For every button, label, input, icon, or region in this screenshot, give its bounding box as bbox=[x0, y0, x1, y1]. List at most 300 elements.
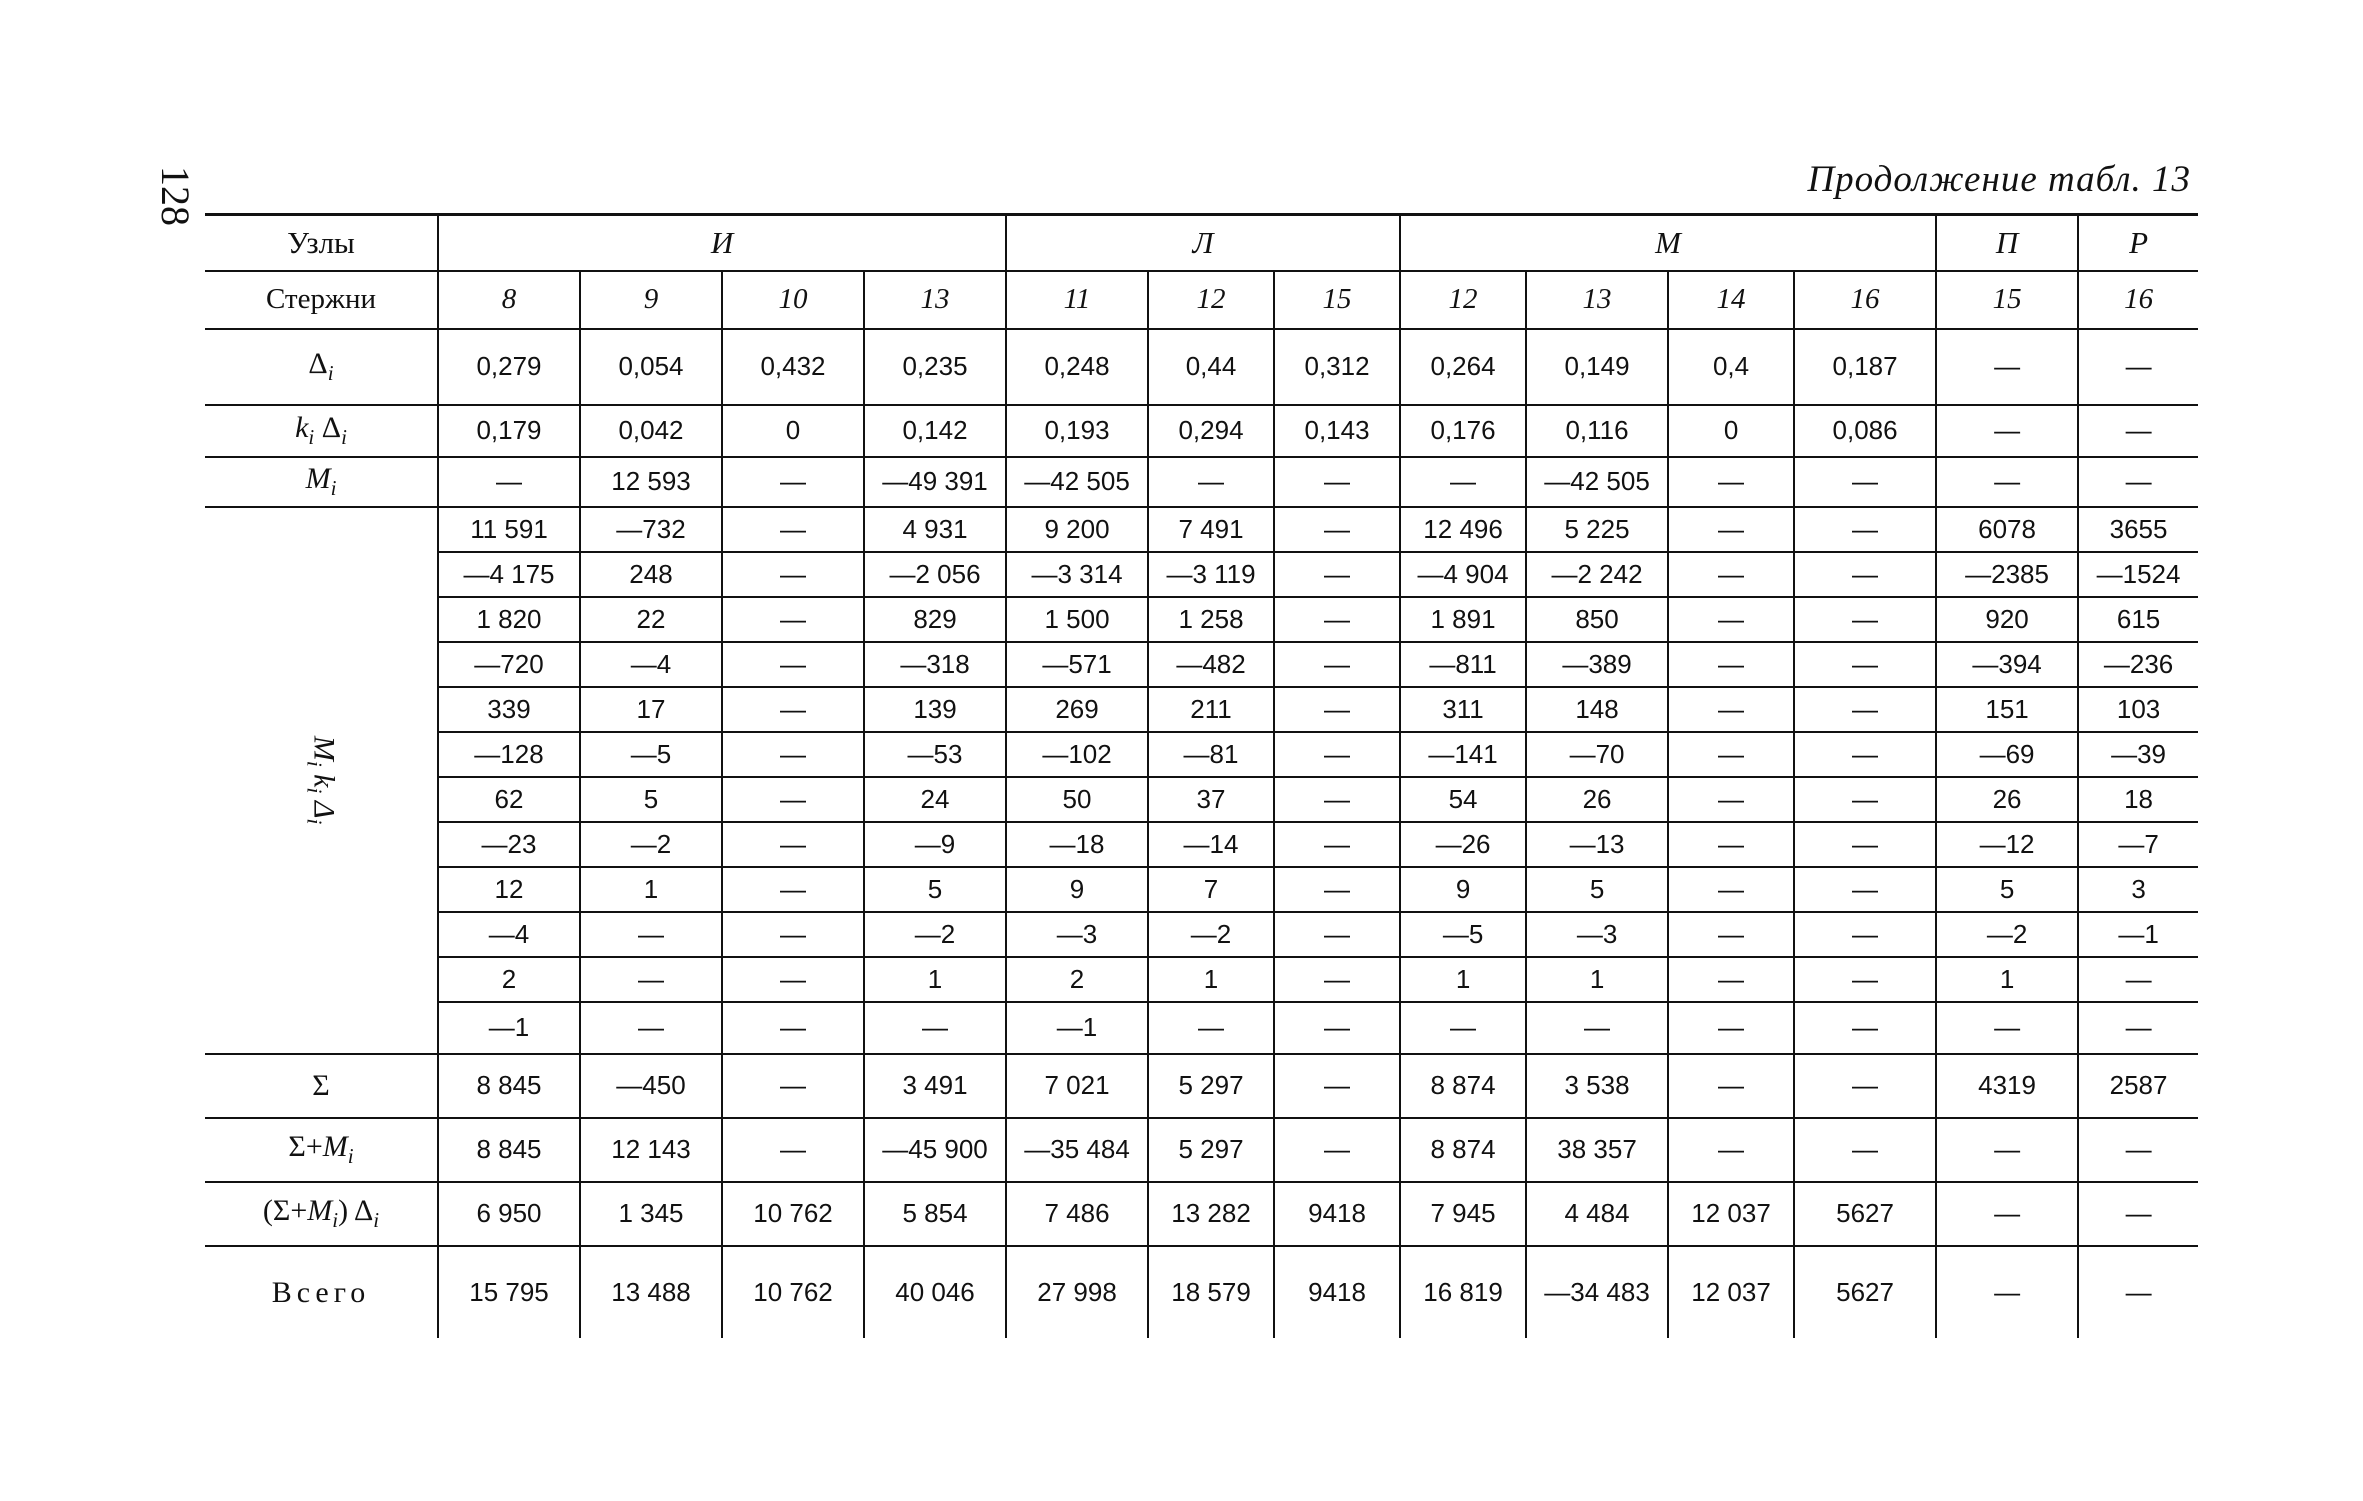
table-cell: 0,432 bbox=[722, 329, 864, 405]
group-header-i: И bbox=[438, 215, 1006, 271]
table-cell: — bbox=[2078, 1182, 2198, 1246]
header-row-groups bbox=[205, 215, 2198, 271]
table-cell: 5627 bbox=[1794, 1246, 1936, 1338]
column-header: 16 bbox=[1794, 271, 1936, 329]
table-cell: — bbox=[722, 1118, 864, 1182]
table-cell: 0,042 bbox=[580, 405, 722, 457]
group-header-m: М bbox=[1400, 215, 1936, 271]
table-cell: — bbox=[722, 777, 864, 822]
table-cell: — bbox=[1274, 597, 1400, 642]
table-cell: —53 bbox=[864, 732, 1006, 777]
table-cell: —3 bbox=[1006, 912, 1148, 957]
group-header-p: П bbox=[1936, 215, 2078, 271]
table-cell: —9 bbox=[864, 822, 1006, 867]
table-cell: — bbox=[1274, 457, 1400, 507]
table-cell: 9418 bbox=[1274, 1246, 1400, 1338]
table-cell: 5 297 bbox=[1148, 1054, 1274, 1118]
table-cell: — bbox=[1400, 457, 1526, 507]
table-row bbox=[205, 507, 2198, 552]
table-row bbox=[205, 867, 2198, 912]
table-cell: — bbox=[1794, 457, 1936, 507]
table-cell: —2 bbox=[864, 912, 1006, 957]
mki-label bbox=[205, 507, 438, 1054]
table-cell: 54 bbox=[1400, 777, 1526, 822]
table-cell: 13 282 bbox=[1148, 1182, 1274, 1246]
row-label: $\Sigma+M_i$ bbox=[205, 1118, 438, 1182]
table-row bbox=[205, 1002, 2198, 1054]
table-cell: 4 931 bbox=[864, 507, 1006, 552]
table-cell: 37 bbox=[1148, 777, 1274, 822]
table-cell: 139 bbox=[864, 687, 1006, 732]
table-row bbox=[205, 1054, 2198, 1118]
table-cell: 5 bbox=[864, 867, 1006, 912]
table-row bbox=[205, 329, 2198, 405]
header-row-columns bbox=[205, 271, 2198, 329]
table-cell: 7 486 bbox=[1006, 1182, 1148, 1246]
table-cell: 0,149 bbox=[1526, 329, 1668, 405]
table-cell: 40 046 bbox=[864, 1246, 1006, 1338]
table-cell: — bbox=[722, 957, 864, 1002]
table-cell: — bbox=[1274, 777, 1400, 822]
table-cell: 0,054 bbox=[580, 329, 722, 405]
table-cell: —236 bbox=[2078, 642, 2198, 687]
table-cell: —394 bbox=[1936, 642, 2078, 687]
table-cell: 248 bbox=[580, 552, 722, 597]
table-cell: 13 488 bbox=[580, 1246, 722, 1338]
table-cell: — bbox=[722, 1054, 864, 1118]
table-row bbox=[205, 912, 2198, 957]
table-cell: — bbox=[580, 957, 722, 1002]
table-cell: 2 bbox=[438, 957, 580, 1002]
table-cell: 850 bbox=[1526, 597, 1668, 642]
table-cell: 22 bbox=[580, 597, 722, 642]
table-cell: 7 bbox=[1148, 867, 1274, 912]
table-cell: — bbox=[2078, 1002, 2198, 1054]
table-cell: — bbox=[864, 1002, 1006, 1054]
row-label: $k_i$ $\Delta_i$ bbox=[205, 405, 438, 457]
table-cell: —450 bbox=[580, 1054, 722, 1118]
table-cell: — bbox=[722, 457, 864, 507]
table-cell: 6078 bbox=[1936, 507, 2078, 552]
table-cell: — bbox=[1794, 642, 1936, 687]
table-cell: 615 bbox=[2078, 597, 2198, 642]
table-cell: —389 bbox=[1526, 642, 1668, 687]
table-cell: —39 bbox=[2078, 732, 2198, 777]
mki-label-text: $M_i$ $k_i$ $\Delta_i$ bbox=[302, 735, 341, 825]
table-cell: 1 bbox=[580, 867, 722, 912]
table-cell: — bbox=[1794, 732, 1936, 777]
table-cell: — bbox=[1274, 912, 1400, 957]
table-cell: — bbox=[1668, 1002, 1794, 1054]
table-cell: 4319 bbox=[1936, 1054, 2078, 1118]
table-cell: — bbox=[1668, 912, 1794, 957]
table-cell: —2 bbox=[580, 822, 722, 867]
table-cell: 0,116 bbox=[1526, 405, 1668, 457]
table-cell: —70 bbox=[1526, 732, 1668, 777]
uzly-label: Узлы bbox=[205, 215, 438, 271]
row-label: $\Delta_i$ bbox=[205, 329, 438, 405]
table-cell: 1 bbox=[1526, 957, 1668, 1002]
table-cell: — bbox=[2078, 405, 2198, 457]
table-cell: — bbox=[1794, 687, 1936, 732]
table-cell: —571 bbox=[1006, 642, 1148, 687]
table-cell: 3 491 bbox=[864, 1054, 1006, 1118]
table-cell: — bbox=[1794, 957, 1936, 1002]
table-cell: — bbox=[1400, 1002, 1526, 1054]
table-cell: 10 762 bbox=[722, 1246, 864, 1338]
table-cell: 0,294 bbox=[1148, 405, 1274, 457]
table-row bbox=[205, 1246, 2198, 1338]
table-cell: —141 bbox=[1400, 732, 1526, 777]
table-cell: 24 bbox=[864, 777, 1006, 822]
table-cell: —5 bbox=[1400, 912, 1526, 957]
table-cell: 211 bbox=[1148, 687, 1274, 732]
table-cell: —7 bbox=[2078, 822, 2198, 867]
table-cell: 3655 bbox=[2078, 507, 2198, 552]
table-cell: 5627 bbox=[1794, 1182, 1936, 1246]
table-cell: 27 998 bbox=[1006, 1246, 1148, 1338]
table-caption: Продолжение табл. 13 bbox=[1807, 159, 2191, 200]
table-row bbox=[205, 457, 2198, 507]
table-cell: 0,179 bbox=[438, 405, 580, 457]
table-cell: —12 bbox=[1936, 822, 2078, 867]
table-cell: 18 579 bbox=[1148, 1246, 1274, 1338]
table-row bbox=[205, 687, 2198, 732]
table-cell: — bbox=[1274, 552, 1400, 597]
table-cell: 12 037 bbox=[1668, 1246, 1794, 1338]
table-cell: 1 bbox=[1148, 957, 1274, 1002]
table-cell: — bbox=[1794, 597, 1936, 642]
table-row bbox=[205, 642, 2198, 687]
table-cell: 0,086 bbox=[1794, 405, 1936, 457]
table-cell: 8 874 bbox=[1400, 1118, 1526, 1182]
table-cell: —5 bbox=[580, 732, 722, 777]
table-cell: 3 538 bbox=[1526, 1054, 1668, 1118]
table-cell: 5 854 bbox=[864, 1182, 1006, 1246]
table-cell: — bbox=[1936, 1182, 2078, 1246]
column-header: 8 bbox=[438, 271, 580, 329]
table-cell: 1 345 bbox=[580, 1182, 722, 1246]
table-cell: 9 200 bbox=[1006, 507, 1148, 552]
table-cell: —2385 bbox=[1936, 552, 2078, 597]
table-cell: —2 bbox=[1936, 912, 2078, 957]
table-cell: — bbox=[1936, 1002, 2078, 1054]
page-number: 128 bbox=[153, 166, 198, 226]
table-cell: — bbox=[1274, 1118, 1400, 1182]
table-row bbox=[205, 732, 2198, 777]
table-cell: — bbox=[722, 507, 864, 552]
table-cell: —2 bbox=[1148, 912, 1274, 957]
table-cell: — bbox=[1936, 405, 2078, 457]
table-cell: 2587 bbox=[2078, 1054, 2198, 1118]
table-cell: — bbox=[2078, 329, 2198, 405]
table-cell: — bbox=[1668, 687, 1794, 732]
table-row bbox=[205, 777, 2198, 822]
table-cell: — bbox=[1794, 867, 1936, 912]
table-cell: 0,187 bbox=[1794, 329, 1936, 405]
column-header: 12 bbox=[1400, 271, 1526, 329]
table-cell: —1 bbox=[1006, 1002, 1148, 1054]
table-cell: — bbox=[1936, 1118, 2078, 1182]
table-cell: — bbox=[1794, 1118, 1936, 1182]
table-cell: — bbox=[722, 732, 864, 777]
table-cell: — bbox=[2078, 957, 2198, 1002]
table-cell: —42 505 bbox=[1526, 457, 1668, 507]
table-cell: 0,193 bbox=[1006, 405, 1148, 457]
table-cell: 269 bbox=[1006, 687, 1148, 732]
table-cell: —482 bbox=[1148, 642, 1274, 687]
table-cell: 148 bbox=[1526, 687, 1668, 732]
table-cell: — bbox=[1936, 329, 2078, 405]
row-label: $M_i$ bbox=[205, 457, 438, 507]
table-cell: 7 491 bbox=[1148, 507, 1274, 552]
table-cell: — bbox=[1794, 777, 1936, 822]
table-cell: — bbox=[1936, 1246, 2078, 1338]
table-cell: —26 bbox=[1400, 822, 1526, 867]
table-cell: 0,248 bbox=[1006, 329, 1148, 405]
table-cell: — bbox=[1668, 597, 1794, 642]
table-cell: 2 bbox=[1006, 957, 1148, 1002]
table-cell: 1 bbox=[1936, 957, 2078, 1002]
table-cell: 17 bbox=[580, 687, 722, 732]
table-cell: 0,235 bbox=[864, 329, 1006, 405]
table-cell: — bbox=[722, 867, 864, 912]
table-cell: — bbox=[1668, 507, 1794, 552]
table-cell: —720 bbox=[438, 642, 580, 687]
table-cell: 9 bbox=[1400, 867, 1526, 912]
table-cell: 16 819 bbox=[1400, 1246, 1526, 1338]
table-cell: —4 bbox=[438, 912, 580, 957]
column-header: 11 bbox=[1006, 271, 1148, 329]
table-cell: — bbox=[1794, 912, 1936, 957]
table-cell: 829 bbox=[864, 597, 1006, 642]
table-cell: 12 bbox=[438, 867, 580, 912]
table-cell: — bbox=[1274, 867, 1400, 912]
table-cell: — bbox=[1274, 687, 1400, 732]
table-cell: 0,44 bbox=[1148, 329, 1274, 405]
table-cell: —49 391 bbox=[864, 457, 1006, 507]
table-cell: — bbox=[1794, 1054, 1936, 1118]
table-cell: —732 bbox=[580, 507, 722, 552]
table-cell: — bbox=[438, 457, 580, 507]
table-cell: 103 bbox=[2078, 687, 2198, 732]
table-cell: 151 bbox=[1936, 687, 2078, 732]
column-header: 9 bbox=[580, 271, 722, 329]
group-header-r: Р bbox=[2078, 215, 2198, 271]
table-cell: —23 bbox=[438, 822, 580, 867]
table-cell: —2 056 bbox=[864, 552, 1006, 597]
table-cell: — bbox=[2078, 1118, 2198, 1182]
table-cell: —3 bbox=[1526, 912, 1668, 957]
table-cell: — bbox=[1794, 552, 1936, 597]
column-header: 14 bbox=[1668, 271, 1794, 329]
table-cell: — bbox=[580, 912, 722, 957]
table-cell: 50 bbox=[1006, 777, 1148, 822]
table-cell: 7 945 bbox=[1400, 1182, 1526, 1246]
table-cell: 1 891 bbox=[1400, 597, 1526, 642]
table-cell: 12 143 bbox=[580, 1118, 722, 1182]
table-cell: —4 904 bbox=[1400, 552, 1526, 597]
table-cell: — bbox=[722, 642, 864, 687]
table-cell: — bbox=[722, 1002, 864, 1054]
table-cell: —34 483 bbox=[1526, 1246, 1668, 1338]
table-cell: — bbox=[1936, 457, 2078, 507]
table-cell: — bbox=[1668, 642, 1794, 687]
table-cell: —1 bbox=[2078, 912, 2198, 957]
table-cell: — bbox=[1274, 507, 1400, 552]
table-cell: — bbox=[722, 552, 864, 597]
table-cell: —4 bbox=[580, 642, 722, 687]
table-cell: — bbox=[722, 597, 864, 642]
table-cell: — bbox=[2078, 1246, 2198, 1338]
table-row bbox=[205, 822, 2198, 867]
table-cell: 1 bbox=[864, 957, 1006, 1002]
column-header: 15 bbox=[1274, 271, 1400, 329]
table-row bbox=[205, 957, 2198, 1002]
table-cell: — bbox=[580, 1002, 722, 1054]
row-label: Σ bbox=[205, 1054, 438, 1118]
table-cell: — bbox=[1668, 957, 1794, 1002]
table-cell: 6 950 bbox=[438, 1182, 580, 1246]
table-cell: 18 bbox=[2078, 777, 2198, 822]
table-cell: 0,312 bbox=[1274, 329, 1400, 405]
table-cell: —811 bbox=[1400, 642, 1526, 687]
table-cell: 0 bbox=[722, 405, 864, 457]
table-cell: 5 297 bbox=[1148, 1118, 1274, 1182]
table-cell: —102 bbox=[1006, 732, 1148, 777]
table-cell: 15 795 bbox=[438, 1246, 580, 1338]
table-cell: 339 bbox=[438, 687, 580, 732]
table-cell: 0 bbox=[1668, 405, 1794, 457]
table-cell: — bbox=[1274, 822, 1400, 867]
table-cell: 9 bbox=[1006, 867, 1148, 912]
table-cell: 7 021 bbox=[1006, 1054, 1148, 1118]
table-cell: — bbox=[1526, 1002, 1668, 1054]
table-cell: 5 bbox=[1936, 867, 2078, 912]
data-table bbox=[205, 213, 2198, 1338]
table-cell: 1 258 bbox=[1148, 597, 1274, 642]
table-cell: —3 119 bbox=[1148, 552, 1274, 597]
table-cell: — bbox=[1668, 1118, 1794, 1182]
table-cell: —2 242 bbox=[1526, 552, 1668, 597]
table-cell: 5 225 bbox=[1526, 507, 1668, 552]
table-cell: — bbox=[722, 912, 864, 957]
sterzhni-label: Стержни bbox=[205, 271, 438, 329]
table-cell: — bbox=[1668, 457, 1794, 507]
table-cell: — bbox=[1148, 1002, 1274, 1054]
table-cell: —1 bbox=[438, 1002, 580, 1054]
table-cell: —45 900 bbox=[864, 1118, 1006, 1182]
table-cell: — bbox=[2078, 457, 2198, 507]
table-cell: — bbox=[1274, 957, 1400, 1002]
row-label: Всего bbox=[205, 1246, 438, 1338]
table-cell: 26 bbox=[1936, 777, 2078, 822]
table-cell: 8 845 bbox=[438, 1118, 580, 1182]
table-cell: —128 bbox=[438, 732, 580, 777]
table-cell: 11 591 bbox=[438, 507, 580, 552]
table-cell: 920 bbox=[1936, 597, 2078, 642]
table-cell: —4 175 bbox=[438, 552, 580, 597]
table-cell: 12 037 bbox=[1668, 1182, 1794, 1246]
table-cell: — bbox=[1274, 642, 1400, 687]
table-cell: — bbox=[1668, 552, 1794, 597]
data-table-container bbox=[205, 213, 2198, 1338]
table-cell: 5 bbox=[580, 777, 722, 822]
table-row bbox=[205, 597, 2198, 642]
table-cell: 1 820 bbox=[438, 597, 580, 642]
table-cell: 0,4 bbox=[1668, 329, 1794, 405]
table-cell: 3 bbox=[2078, 867, 2198, 912]
column-header: 12 bbox=[1148, 271, 1274, 329]
table-cell: 9418 bbox=[1274, 1182, 1400, 1246]
table-cell: —35 484 bbox=[1006, 1118, 1148, 1182]
table-cell: — bbox=[1794, 507, 1936, 552]
table-cell: 0,279 bbox=[438, 329, 580, 405]
table-cell: — bbox=[1668, 732, 1794, 777]
table-cell: 62 bbox=[438, 777, 580, 822]
table-cell: — bbox=[1668, 1054, 1794, 1118]
column-header: 13 bbox=[864, 271, 1006, 329]
table-cell: 0,176 bbox=[1400, 405, 1526, 457]
table-cell: 38 357 bbox=[1526, 1118, 1668, 1182]
table-body bbox=[205, 215, 2198, 1338]
table-row bbox=[205, 552, 2198, 597]
table-cell: — bbox=[1274, 1002, 1400, 1054]
table-cell: —13 bbox=[1526, 822, 1668, 867]
table-cell: — bbox=[1148, 457, 1274, 507]
table-cell: —42 505 bbox=[1006, 457, 1148, 507]
table-cell: 8 845 bbox=[438, 1054, 580, 1118]
table-cell: —14 bbox=[1148, 822, 1274, 867]
table-cell: — bbox=[1794, 1002, 1936, 1054]
table-cell: 5 bbox=[1526, 867, 1668, 912]
column-header: 15 bbox=[1936, 271, 2078, 329]
table-cell: 311 bbox=[1400, 687, 1526, 732]
table-cell: —69 bbox=[1936, 732, 2078, 777]
table-cell: —318 bbox=[864, 642, 1006, 687]
table-cell: — bbox=[1274, 732, 1400, 777]
table-cell: 4 484 bbox=[1526, 1182, 1668, 1246]
table-cell: — bbox=[1668, 777, 1794, 822]
table-cell: 26 bbox=[1526, 777, 1668, 822]
group-header-l: Л bbox=[1006, 215, 1400, 271]
table-cell: — bbox=[1668, 822, 1794, 867]
table-cell: 0,264 bbox=[1400, 329, 1526, 405]
table-cell: 8 874 bbox=[1400, 1054, 1526, 1118]
table-cell: 12 496 bbox=[1400, 507, 1526, 552]
table-cell: — bbox=[1668, 867, 1794, 912]
table-cell: 0,143 bbox=[1274, 405, 1400, 457]
table-cell: —3 314 bbox=[1006, 552, 1148, 597]
table-cell: — bbox=[722, 687, 864, 732]
table-cell: — bbox=[1794, 822, 1936, 867]
table-cell: 12 593 bbox=[580, 457, 722, 507]
table-cell: 1 bbox=[1400, 957, 1526, 1002]
table-cell: 1 500 bbox=[1006, 597, 1148, 642]
table-row bbox=[205, 405, 2198, 457]
table-cell: — bbox=[722, 822, 864, 867]
table-cell: 0,142 bbox=[864, 405, 1006, 457]
table-cell: —18 bbox=[1006, 822, 1148, 867]
row-label: $(\Sigma+M_i)$ $\Delta_i$ bbox=[205, 1182, 438, 1246]
column-header: 10 bbox=[722, 271, 864, 329]
table-cell: 10 762 bbox=[722, 1182, 864, 1246]
table-cell: —81 bbox=[1148, 732, 1274, 777]
table-cell: — bbox=[1274, 1054, 1400, 1118]
table-row bbox=[205, 1182, 2198, 1246]
table-row bbox=[205, 1118, 2198, 1182]
column-header: 13 bbox=[1526, 271, 1668, 329]
